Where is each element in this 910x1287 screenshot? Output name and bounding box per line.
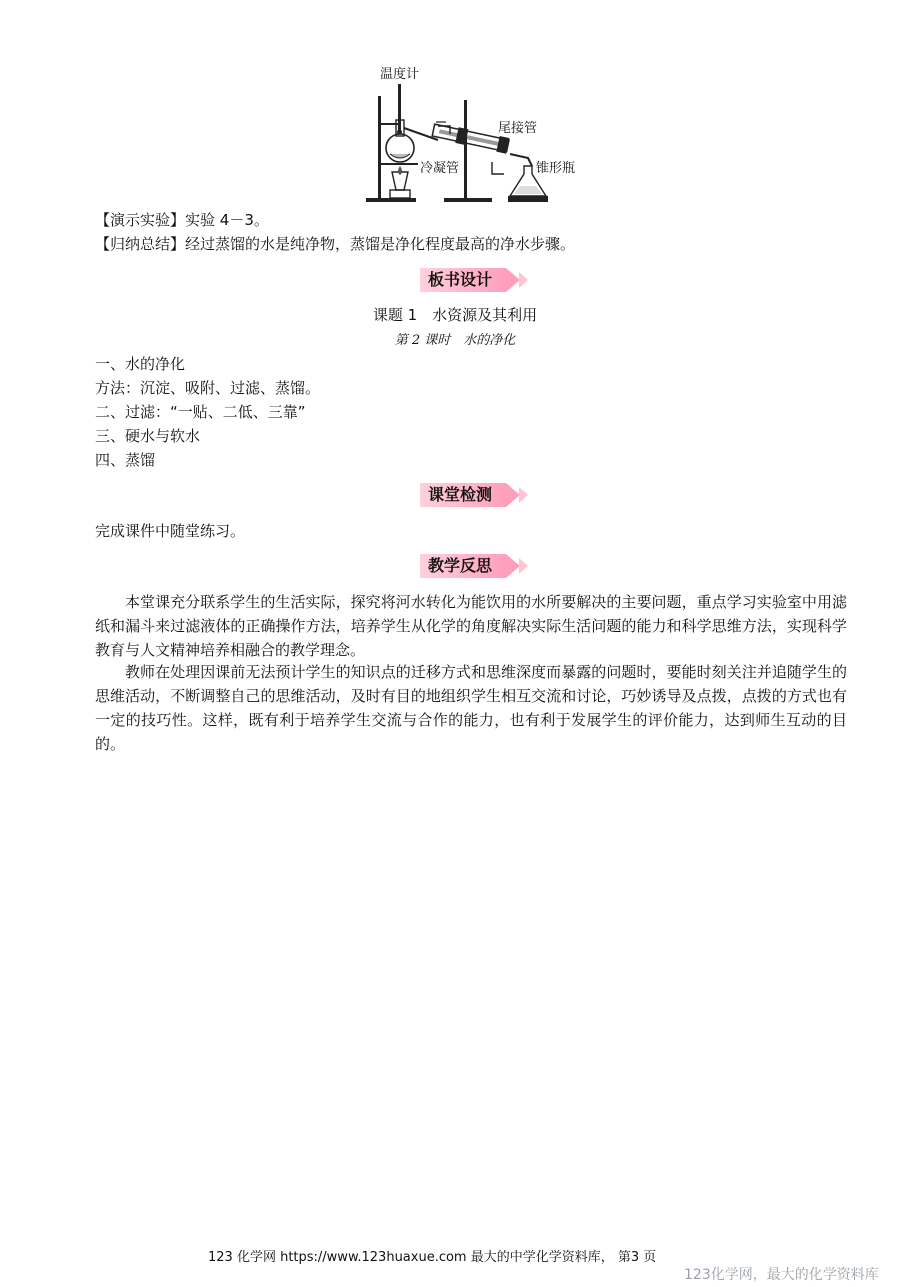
demo-experiment-line [95,210,269,230]
watermark: 123化学网，最大的化学资料库 [684,1267,879,1283]
summary-tag: 【归纳总结】 [95,235,186,253]
reflection-paragraph: 教师在处理因课前无法预计学生的知识点的迁移方式和思维深度而暴露的问题时，要能时刻关注并追随学生的思维活动，不断调整自己的思维活动，及时有目的地组织学生相互交流和讨论，巧妙诱导及点拨，点拨的方式也有一定的技巧性。这样，既有利于培养学生交流与合作的能力，也有利于发展学生的评价能力，达到师生互动的目的。 [95,663,847,753]
banner-arrow-icon [506,483,520,507]
summary-line [95,234,575,254]
banner-arrow-icon [519,558,528,574]
board-design-subtitle: 第 2 课时 水的净化 [394,333,516,348]
reflection-paragraph: 本堂课充分联系学生的生活实际，探究将河水转化为能饮用的水所要解决的主要问题，重点学习实验室中用滤纸和漏斗来过滤液体的正确操作方法，培养学生从化学的角度解决实际生活问题的能力和科学思维方法，实现科学教育与人文精神培养相融合的教学理念。 [95,593,847,659]
board-item: 三、硬水与软水 [95,427,201,445]
banner-arrow-icon [519,487,528,503]
board-item: 二、过滤：“一贴、二低、三靠” [95,403,306,421]
banner-arrow-icon [506,554,520,578]
banner-arrow-icon [519,272,528,288]
reflection-banner [420,554,506,578]
banner-arrow-icon [506,268,520,292]
distillation-apparatus-diagram [360,62,580,208]
classroom-test-text: 完成课件中随堂练习。 [95,522,246,540]
classroom-test-banner [420,483,506,507]
classroom-test-banner-label: 课堂检测 [428,485,493,504]
condenser-label: 冷凝管 [420,161,460,176]
thermometer-label: 温度计 [380,67,420,82]
demo-experiment-tag: 【演示实验】 [95,211,186,229]
board-item: 方法：沉淀、吸附、过滤、蒸馏。 [95,379,321,397]
summary-text: 经过蒸馏的水是纯净物，蒸馏是净化程度最高的净水步骤。 [185,235,576,253]
board-item: 四、蒸馏 [95,451,156,469]
demo-experiment-text: 实验 4－3。 [185,211,269,229]
reflection-banner-label: 教学反思 [428,556,493,575]
board-item: 一、水的净化 [95,355,186,373]
board-design-banner [420,268,506,292]
board-design-title: 课题 1 水资源及其利用 [372,306,538,324]
board-design-banner-label: 板书设计 [428,270,493,289]
conical-flask-label: 锥形瓶 [536,161,576,176]
adapter-label: 尾接管 [498,121,538,136]
page-footer: 123 化学网 https://www.123huaxue.com 最大的中学化学资料库， 第3 页 [208,1250,657,1265]
